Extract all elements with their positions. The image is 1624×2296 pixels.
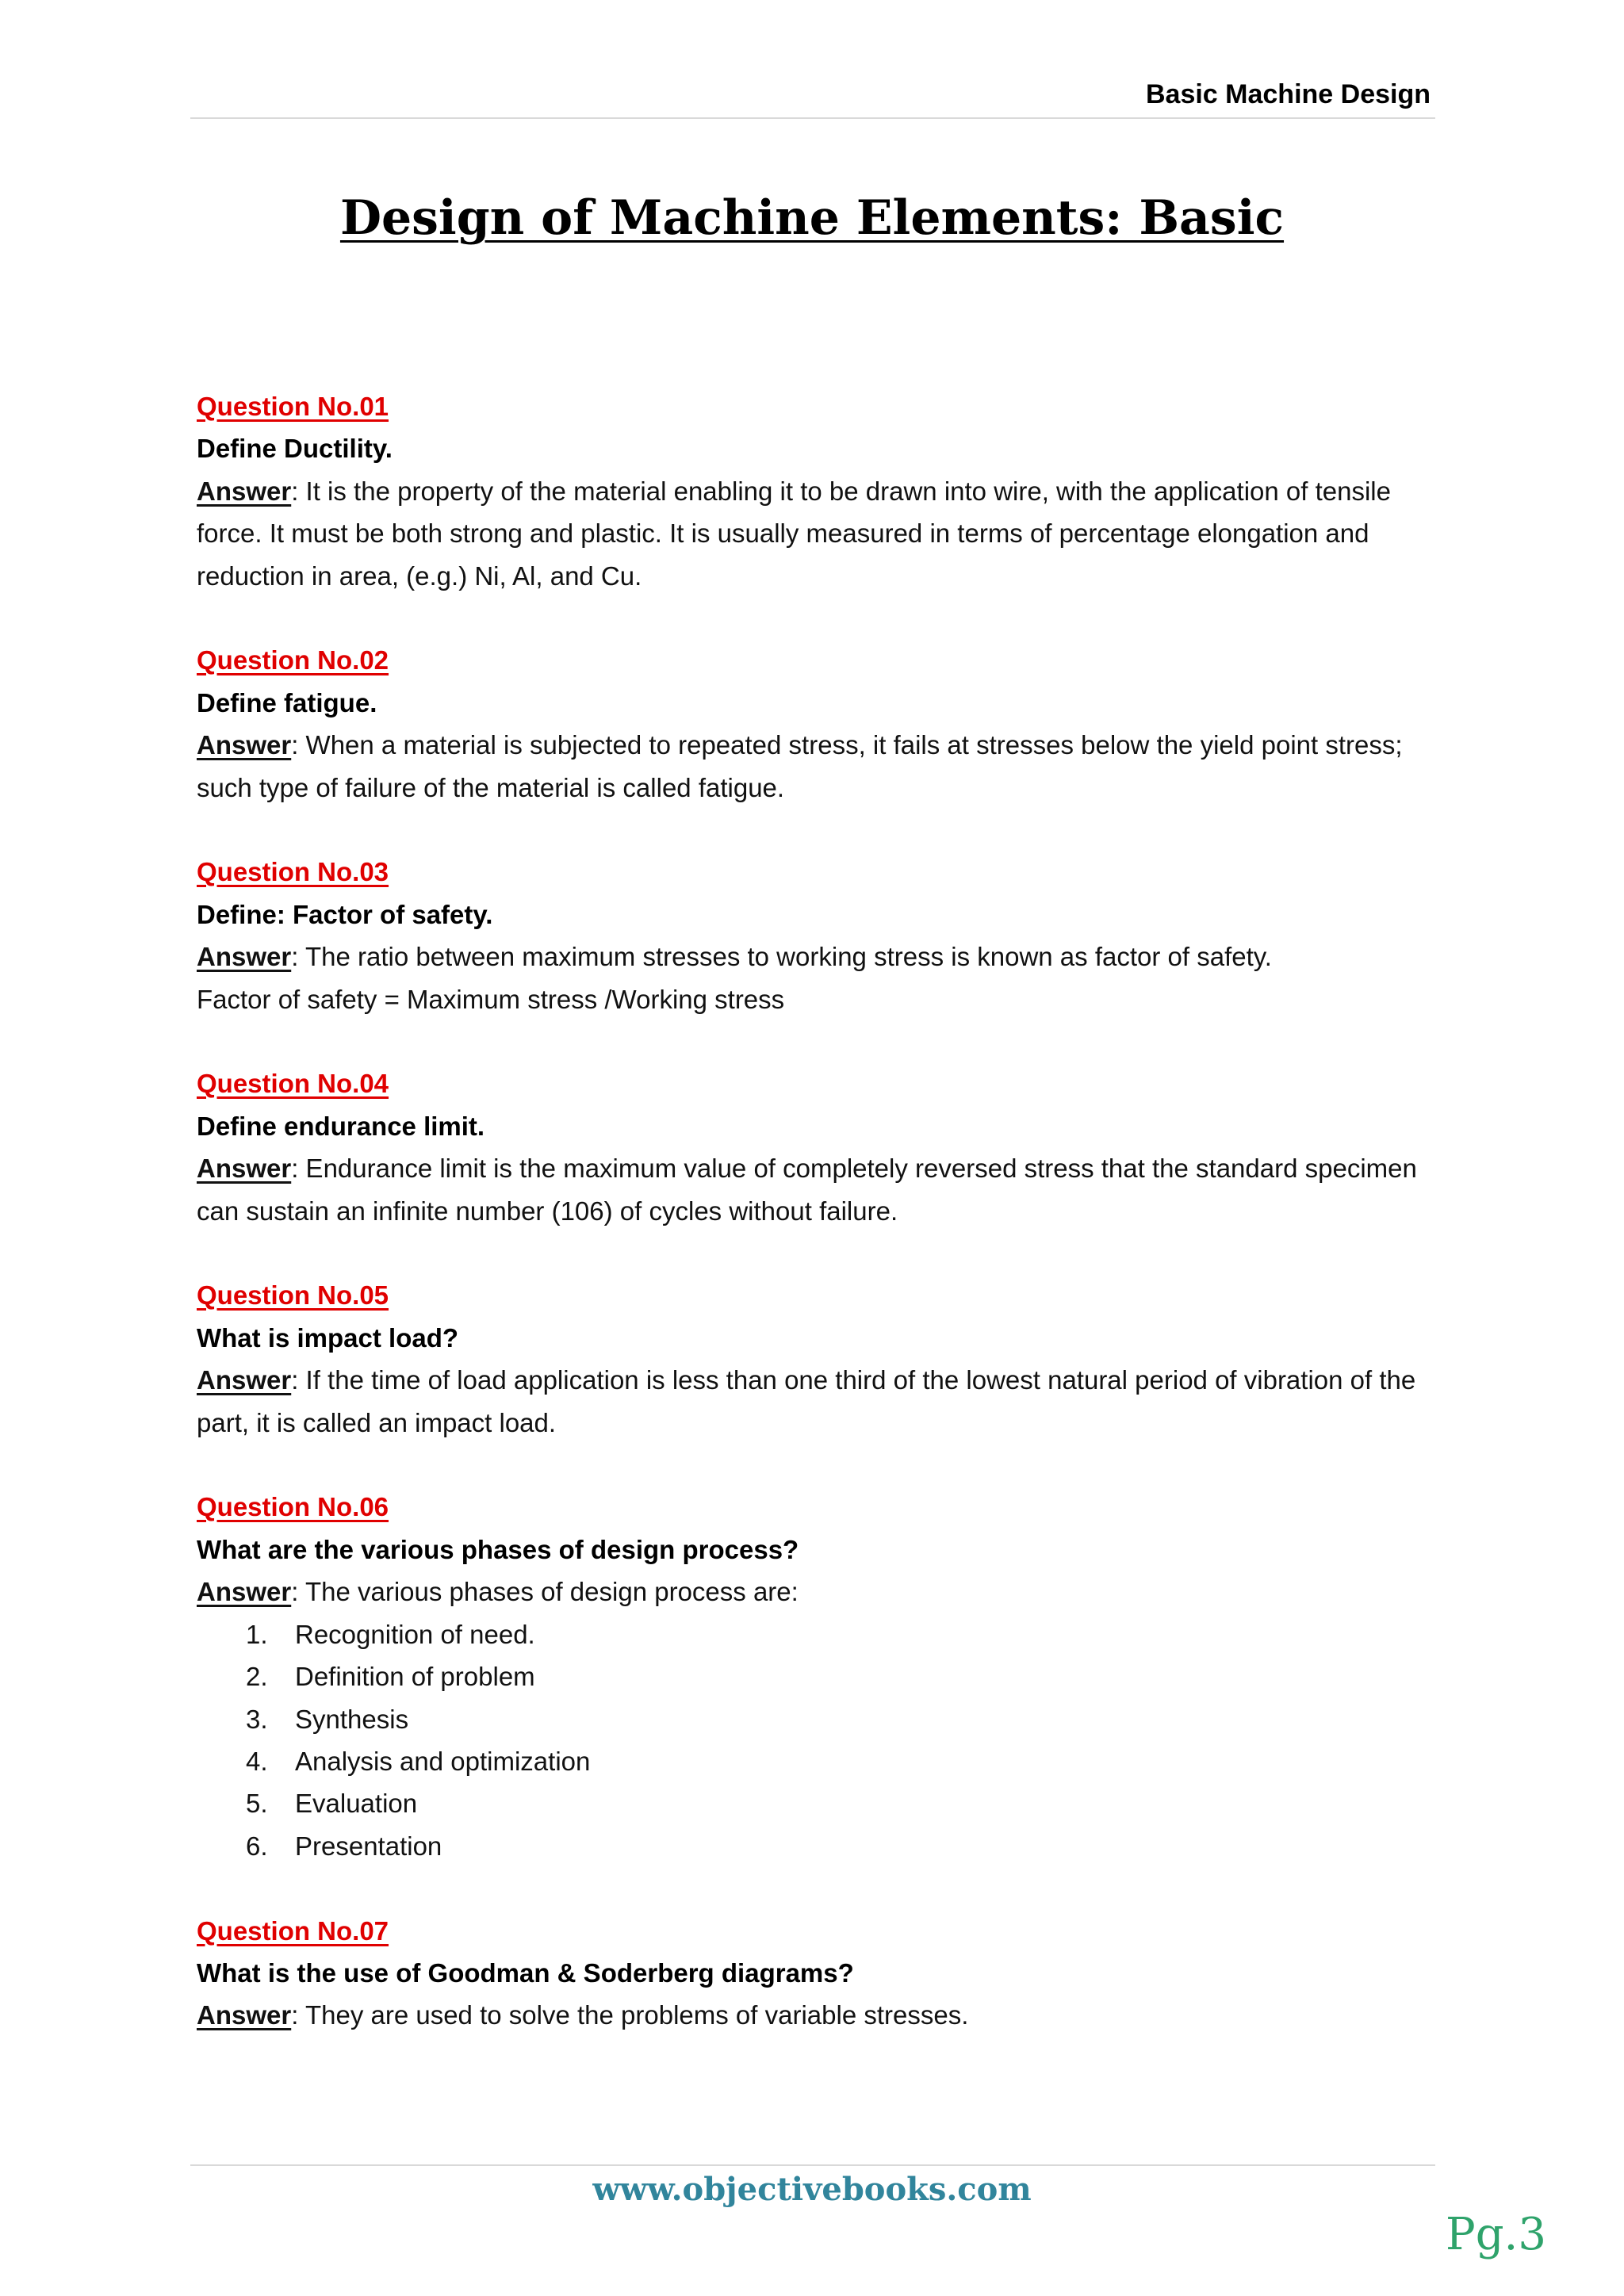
list-number: 3. xyxy=(246,1704,268,1734)
list-item xyxy=(197,1613,1442,1655)
answer-lead: Answer xyxy=(197,1365,292,1395)
qa-item-01 xyxy=(197,385,1442,597)
list-item-text: Definition of problem xyxy=(295,1662,535,1692)
list-number: 5. xyxy=(246,1789,268,1819)
qa-item-05 xyxy=(197,1274,1442,1444)
list-item xyxy=(197,1825,1442,1867)
question-text: What are the various phases of design process? xyxy=(197,1534,799,1564)
answer-text: : If the time of load application is less than one third of the lowest natural period of vibration of the part, it is called an impact load. xyxy=(197,1365,1416,1437)
answer-lead: Answer xyxy=(197,2000,292,2030)
list-item xyxy=(197,1740,1442,1782)
answer-text: : When a material is subjected to repeated stress, it fails at stresses below the yield point stress; such type of failure of the material is called fatigue. xyxy=(197,730,1403,802)
qa-item-04 xyxy=(197,1062,1442,1232)
answer-lead: Answer xyxy=(197,730,292,760)
answer-lead: Answer xyxy=(197,1577,292,1607)
footer-website-link[interactable]: www.objectivebooks.com xyxy=(592,2171,1032,2208)
answer-text: : It is the property of the material enabling it to be drawn into wire, with the application of tensile force. It must be both strong and plastic. It is usually measured in terms of percentage elongation and reduction in area, (e.g.) Ni, Al, and Cu. xyxy=(197,476,1391,591)
question-text: Define fatigue. xyxy=(197,687,377,718)
qa-item-02 xyxy=(197,639,1442,809)
list-number: 1. xyxy=(246,1619,268,1649)
question-text: Define: Factor of safety. xyxy=(197,899,493,929)
list-item xyxy=(197,1655,1442,1697)
question-label: Question No.01 xyxy=(197,392,389,421)
list-item xyxy=(197,1698,1442,1740)
question-label: Question No.05 xyxy=(197,1280,389,1311)
answer-text: : Endurance limit is the maximum value of completely reversed stress that the standard specimen can sustain an infinite number (106) of cycles without failure. xyxy=(197,1154,1417,1226)
answer-block xyxy=(197,1359,1442,1444)
answer-lead: Answer xyxy=(197,476,292,506)
answer-lead: Answer xyxy=(197,942,292,972)
qa-item-03 xyxy=(197,851,1442,1020)
list-item xyxy=(197,1782,1442,1824)
page-title: Design of Machine Elements: Basic xyxy=(339,190,1285,246)
list-item-text: Evaluation xyxy=(295,1789,418,1819)
qa-item-06 xyxy=(197,1486,1442,1867)
running-header: Basic Machine Design xyxy=(1145,79,1431,109)
answer-text: : The various phases of design process are: xyxy=(291,1577,799,1607)
question-label: Question No.02 xyxy=(197,645,389,675)
answer-block xyxy=(197,1571,1442,1867)
question-text: Define endurance limit. xyxy=(197,1111,485,1141)
question-label: Question No.07 xyxy=(197,1915,389,1946)
answer-block xyxy=(197,936,1442,1020)
formula-line: Factor of safety = Maximum stress /Working stress xyxy=(197,984,785,1014)
question-text: What is impact load? xyxy=(197,1322,459,1353)
list-number: 2. xyxy=(246,1662,268,1692)
question-text: Define Ductility. xyxy=(197,434,393,464)
answer-block xyxy=(197,724,1442,809)
list-item-text: Recognition of need. xyxy=(295,1619,535,1649)
answer-block xyxy=(197,1994,1442,2036)
header-divider xyxy=(190,117,1435,119)
qa-item-07 xyxy=(197,1910,1442,2037)
question-label: Question No.06 xyxy=(197,1492,389,1522)
answer-text: : The ratio between maximum stresses to working stress is known as factor of safety. xyxy=(291,942,1272,972)
footer-divider xyxy=(190,2164,1435,2166)
list-number: 4. xyxy=(246,1746,268,1776)
list-number: 6. xyxy=(246,1831,268,1861)
question-label: Question No.03 xyxy=(197,857,389,887)
page-number: Pg.3 xyxy=(1446,2209,1546,2260)
answer-text: : They are used to solve the problems of variable stresses. xyxy=(291,2000,969,2030)
question-label: Question No.04 xyxy=(197,1069,389,1099)
list-item-text: Presentation xyxy=(295,1831,442,1861)
list-item-text: Synthesis xyxy=(295,1704,409,1734)
list-item-text: Analysis and optimization xyxy=(295,1746,591,1776)
answer-block xyxy=(197,1147,1442,1232)
design-phases-list xyxy=(197,1613,1442,1867)
question-text: What is the use of Goodman & Soderberg diagrams? xyxy=(197,1957,854,1988)
qa-content xyxy=(197,385,1442,2079)
answer-lead: Answer xyxy=(197,1154,292,1184)
answer-block xyxy=(197,470,1442,597)
